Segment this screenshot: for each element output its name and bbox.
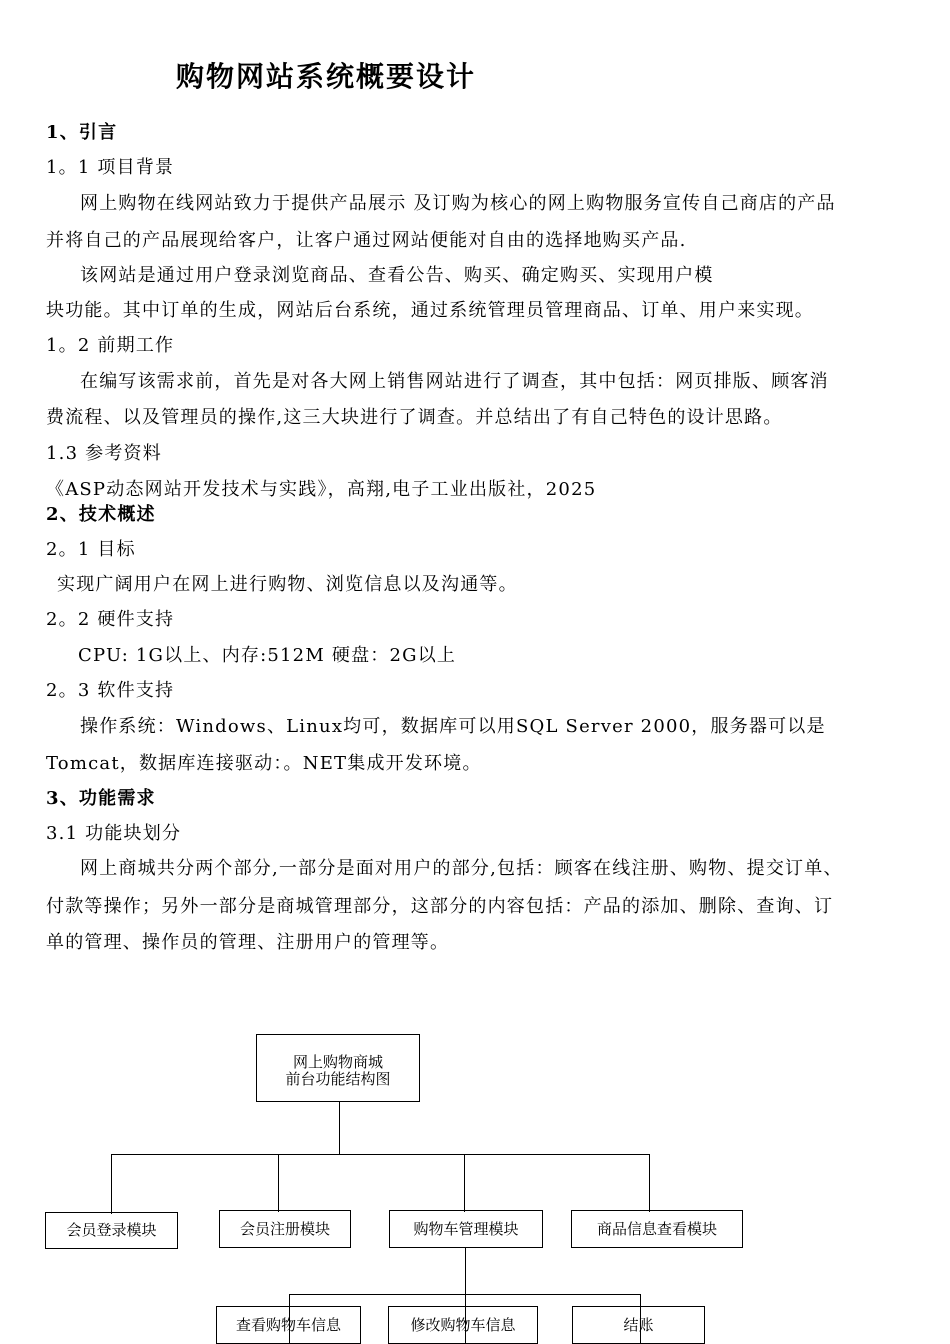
section-2-3-heading: 2。3 软件支持 (46, 680, 175, 701)
section-1-1-heading: 1。1 项目背景 (46, 157, 175, 178)
paragraph-line: 付款等操作；另外一部分是商城管理部分，这部分的内容包括：产品的添加、删除、查询、订 (46, 896, 834, 917)
paragraph-line: 单的管理、操作员的管理、注册用户的管理等。 (46, 932, 450, 953)
section-1-2-heading: 1。2 前期工作 (46, 335, 175, 356)
paragraph-line: 网上购物在线网站致力于提供产品展示 及订购为核心的网上购物服务宣传自己商店的产品 (80, 193, 836, 214)
paragraph-line: 并将自己的产品展现给客户，让客户通过网站便能对自由的选择地购买产品. (46, 230, 687, 251)
section-2-2-heading: 2。2 硬件支持 (46, 609, 175, 630)
paragraph-line: 操作系统：Windows、Linux均可，数据库可以用SQL Server 2000，服务器可以是 (80, 716, 826, 737)
connector-line (464, 1154, 465, 1212)
diagram-submodule-box: 查看购物车信息 (216, 1306, 361, 1344)
connector-line (289, 1294, 641, 1295)
section-3-heading: 3、功能需求 (46, 788, 156, 809)
paragraph-line: 网上商城共分两个部分,一部分是面对用户的部分,包括：顾客在线注册、购物、提交订单、 (80, 858, 843, 879)
paragraph-line: 费流程、以及管理员的操作,这三大块进行了调查。并总结出了有自己特色的设计思路。 (46, 407, 783, 428)
section-1-3-heading: 1.3 参考资料 (46, 443, 162, 464)
diagram-module-box: 商品信息查看模块 (571, 1210, 743, 1248)
paragraph-line: 该网站是通过用户登录浏览商品、查看公告、购买、确定购买、实现用户模 (80, 265, 714, 286)
connector-line (111, 1154, 650, 1155)
section-2-1-heading: 2。1 目标 (46, 539, 136, 560)
diagram-submodule-box: 修改购物车信息 (388, 1306, 538, 1344)
paragraph-line: 在编写该需求前，首先是对各大网上销售网站进行了调查，其中包括：网页排版、顾客消 (80, 371, 829, 392)
section-3-1-heading: 3.1 功能块划分 (46, 823, 182, 844)
section-1-heading: 1、引言 (46, 122, 118, 143)
connector-line (649, 1154, 650, 1212)
diagram-module-box: 会员注册模块 (219, 1210, 351, 1248)
section-2-heading: 2、技术概述 (46, 504, 156, 525)
document-title: 购物网站系统概要设计 (176, 60, 477, 93)
diagram-root-box (256, 1034, 420, 1102)
paragraph-line: Tomcat，数据库连接驱动：。NET集成开发环境。 (46, 753, 482, 774)
paragraph-line: CPU: 1G以上、内存:512M 硬盘：2G以上 (78, 645, 457, 666)
paragraph-line: 块功能。其中订单的生成，网站后台系统，通过系统管理员管理商品、订单、用户来实现。 (46, 300, 814, 321)
connector-line (111, 1154, 112, 1214)
paragraph-line: 实现广阔用户在网上进行购物、浏览信息以及沟通等。 (57, 574, 518, 595)
diagram-module-box: 购物车管理模块 (389, 1210, 543, 1248)
reference-entry: 《ASP动态网站开发技术与实践》，高翔,电子工业出版社，2025 (46, 479, 597, 500)
diagram-root-line1: 网上购物商城 (292, 1053, 383, 1071)
diagram-submodule-box: 结账 (572, 1306, 705, 1344)
connector-line (278, 1154, 279, 1212)
diagram-module-box: 会员登录模块 (45, 1212, 178, 1249)
connector-line (339, 1101, 340, 1155)
diagram-root-line2: 前台功能结构图 (285, 1070, 391, 1088)
